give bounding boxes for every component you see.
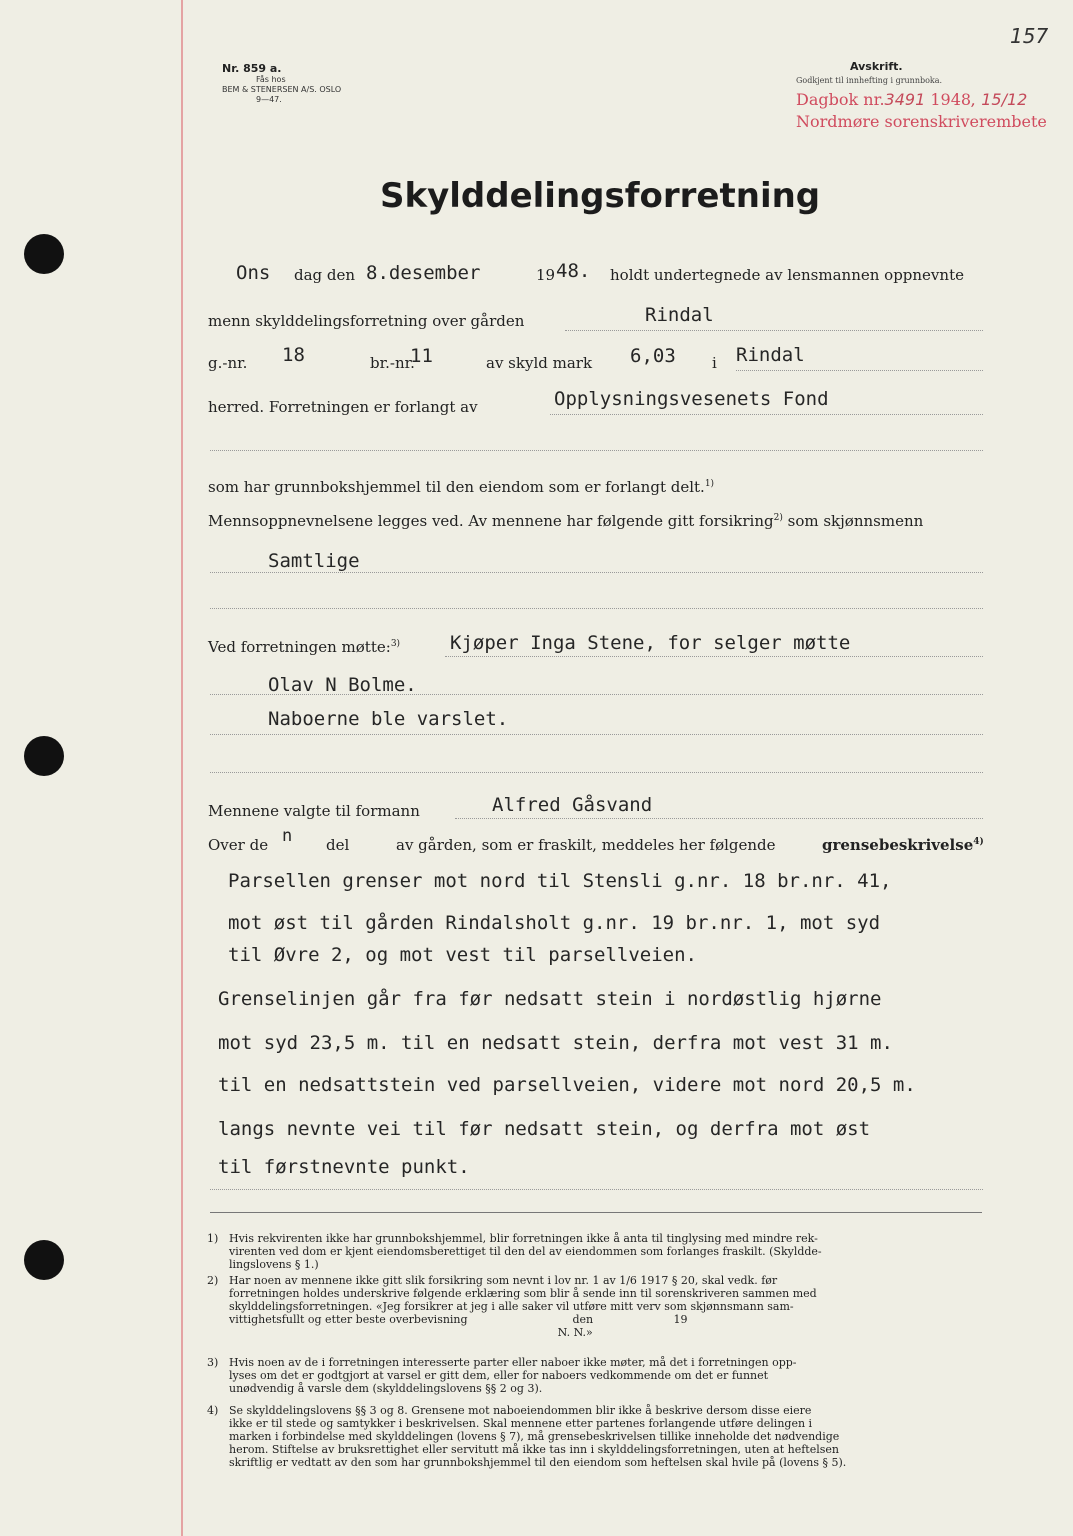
description-line: til førstnevnte punkt. (218, 1156, 470, 1178)
dagbok-label: Dagbok nr. (796, 90, 885, 109)
footnote-2 (207, 1274, 987, 1339)
footnote-line: virenten ved dom er kjent eiendomsberettiget til den del av eiendommen som forlanges fraskilt. (Skyldde- (229, 1245, 822, 1258)
attendee-line: Olav N Bolme. (268, 674, 417, 696)
description-line: til Øvre 2, og mot vest til parsellveien. (228, 944, 697, 966)
description-line: til en nedsattstein ved parsellveien, videre mot nord 20,5 m. (218, 1074, 916, 1096)
bnr-label: br.-nr. (370, 354, 415, 372)
footnote-number: 3) (207, 1356, 219, 1369)
motte-label-text: Ved forretningen møtte: (208, 638, 391, 656)
i-label: i (712, 354, 717, 372)
grunnbok-text (208, 478, 714, 496)
footnote-line: N. N.» (229, 1326, 593, 1339)
over-hw: n (282, 826, 293, 846)
footnote-number: 2) (207, 1274, 219, 1287)
description-line: mot øst til gården Rindalsholt g.nr. 19 br.nr. 1, mot syd (228, 912, 881, 934)
fill-line (455, 818, 983, 819)
fill-line (210, 1189, 983, 1190)
dag-den-label: dag den (294, 266, 356, 284)
fill-line (210, 572, 983, 573)
dagbok-date: , 15/12 (971, 90, 1028, 109)
description-line: mot syd 23,5 m. til en nedsatt stein, derfra mot vest 31 m. (218, 1032, 893, 1054)
description-line: langs nevnte vei til før nedsatt stein, og derfra mot øst (218, 1118, 871, 1140)
footnote-3 (207, 1356, 987, 1395)
fill-line (210, 608, 983, 609)
footnote-line: Har noen av mennene ikke gitt slik forsikring som nevnt i lov nr. 1 av 1/6 1917 § 20, skal vedk. før (229, 1274, 778, 1287)
form-number: Nr. 859 a. (222, 62, 282, 75)
footnote-ref: 4) (973, 837, 984, 847)
description-line: Parsellen grenser mot nord til Stensli g.nr. 18 br.nr. 41, (228, 870, 892, 892)
herred-text: herred. Forretningen er forlangt av (208, 398, 478, 416)
fill-line (736, 370, 983, 371)
punch-hole-icon (24, 736, 64, 776)
footnote-line: Se skylddelingslovens §§ 3 og 8. Grensene mot naboeiendommen blir ikke å beskrive dersom disse eiere (229, 1404, 812, 1417)
office-stamp: Nordmøre sorenskriverembete (796, 112, 1047, 131)
motte-label (208, 638, 400, 656)
sworn-men: Samtlige (268, 550, 360, 572)
footnote-ref: 3) (390, 639, 401, 649)
dagbok-number: 3491 (884, 90, 926, 109)
date-value: 8.desember (366, 262, 481, 284)
footnote-line: lingslovens § 1.) (229, 1258, 319, 1271)
punch-hole-icon (24, 1240, 64, 1280)
document-title: Skylddelingsforretning (380, 176, 821, 216)
punch-hole-icon (24, 234, 64, 274)
footnote-number: 1) (207, 1232, 219, 1245)
page-number: 157 (1010, 24, 1049, 48)
formann-label: Mennene valgte til formann (208, 802, 420, 820)
weekday: Ons (236, 262, 271, 284)
bnr-value: 11 (410, 345, 433, 367)
over-label: Over de (208, 836, 269, 854)
dagbok-stamp (796, 90, 1027, 109)
printer-line: Fås hos (256, 75, 286, 84)
skyld-value: 6,03 (630, 345, 676, 367)
fill-line (550, 414, 983, 415)
gnr-label: g.-nr. (208, 354, 248, 372)
gnr-value: 18 (282, 344, 305, 366)
footnote-line: ikke er til stede og samtykker i beskrivelsen. Skal mennene etter partenes forlangende utføre delingen i (229, 1417, 813, 1430)
del-label: del (326, 836, 350, 854)
dagbok-year: 1948 (930, 90, 972, 109)
description-line: Grenselinjen går fra før nedsatt stein i nordøstlig hjørne (218, 988, 882, 1010)
avskrift-label: Avskrift. (850, 60, 903, 73)
footnote-line: vittighetsfullt og etter beste overbevisning den 19 (229, 1313, 688, 1326)
municipality: Rindal (736, 344, 805, 366)
holdt-text: holdt undertegnede av lensmannen oppnevnte (610, 266, 964, 284)
year-value: 48. (556, 260, 591, 282)
oppnevnelse-tail: som skjønnsmenn (787, 512, 924, 530)
oppnevnelse-text-main: Mennsoppnevnelsene legges ved. Av mennene har følgende gitt forsikring (208, 512, 774, 530)
footnote-line: marken i forbindelse med skylddelingen (lovens § 7), må grensebeskrivelsen tillike inneholde det nødvendige (229, 1430, 840, 1443)
grense-label (822, 836, 984, 854)
fraskilt-text: av gården, som er fraskilt, meddeles her følgende (396, 836, 776, 854)
margin-line (181, 0, 183, 1536)
fill-line (565, 330, 983, 331)
fill-line (445, 656, 983, 657)
grense-label-text: grensebeskrivelse (822, 836, 974, 854)
fill-line (210, 694, 983, 695)
footnote-ref: 1) (704, 479, 715, 489)
footnote-line: herom. Stiftelse av bruksrettighet eller servitutt må ikke tas inn i skylddelingsforretningen, uten at heftelsen (229, 1443, 839, 1456)
footnote-number: 4) (207, 1404, 219, 1417)
footnote-4 (207, 1404, 987, 1469)
fill-line (210, 450, 983, 451)
printer-date: 9—47. (256, 95, 282, 104)
printer-info (222, 62, 341, 105)
footnote-line: unødvendig å varsle dem (skylddelingslovens §§ 2 og 3). (229, 1382, 543, 1395)
footnote-ref: 2) (773, 513, 783, 523)
attendee-line: Kjøper Inga Stene, for selger møtte (450, 632, 851, 654)
footnote-1 (207, 1232, 987, 1271)
skyld-label: av skyld mark (486, 354, 593, 372)
godkjent-label: Godkjent til innhefting i grunnboka. (796, 76, 943, 85)
farm-name: Rindal (645, 304, 714, 326)
year-prefix: 19 (536, 266, 556, 284)
footnote-line: forretningen holdes underskrive følgende erklæring som blir å sende inn til sorenskriveren sammen med (229, 1287, 817, 1300)
footnote-line: skylddelingsforretningen. «Jeg forsikrer at jeg i alle saker vil utføre mitt verv som skjønnsmann sam- (229, 1300, 794, 1313)
footnote-divider (210, 1212, 982, 1213)
footnote-line: lyses om det er godtgjort at varsel er gitt dem, eller for naboers vedkommende om det er funnet (229, 1369, 769, 1382)
footnote-line: Hvis noen av de i forretningen interesserte parter eller naboer ikke møter, må det i forretningen opp- (229, 1356, 797, 1369)
printer-name: BEM & STENERSEN A/S. OSLO (222, 85, 342, 94)
fill-line (210, 772, 983, 773)
footnote-line: skriftlig er vedtatt av den som har grunnbokshjemmel til den eiendom som heftelsen skal hvile på (lovens § 5). (229, 1456, 847, 1469)
attendee-line: Naboerne ble varslet. (268, 708, 509, 730)
formann-name: Alfred Gåsvand (492, 794, 653, 816)
menn-text: menn skylddelingsforretning over gården (208, 312, 525, 330)
footnote-line: Hvis rekvirenten ikke har grunnbokshjemmel, blir forretningen ikke å anta til tinglysing med mindre rek- (229, 1232, 818, 1245)
fill-line (210, 734, 983, 735)
oppnevnelse-text (208, 512, 923, 530)
grunnbok-text-main: som har grunnbokshjemmel til den eiendom som er forlangt delt. (208, 478, 705, 496)
requested-by: Opplysningsvesenets Fond (554, 388, 829, 410)
